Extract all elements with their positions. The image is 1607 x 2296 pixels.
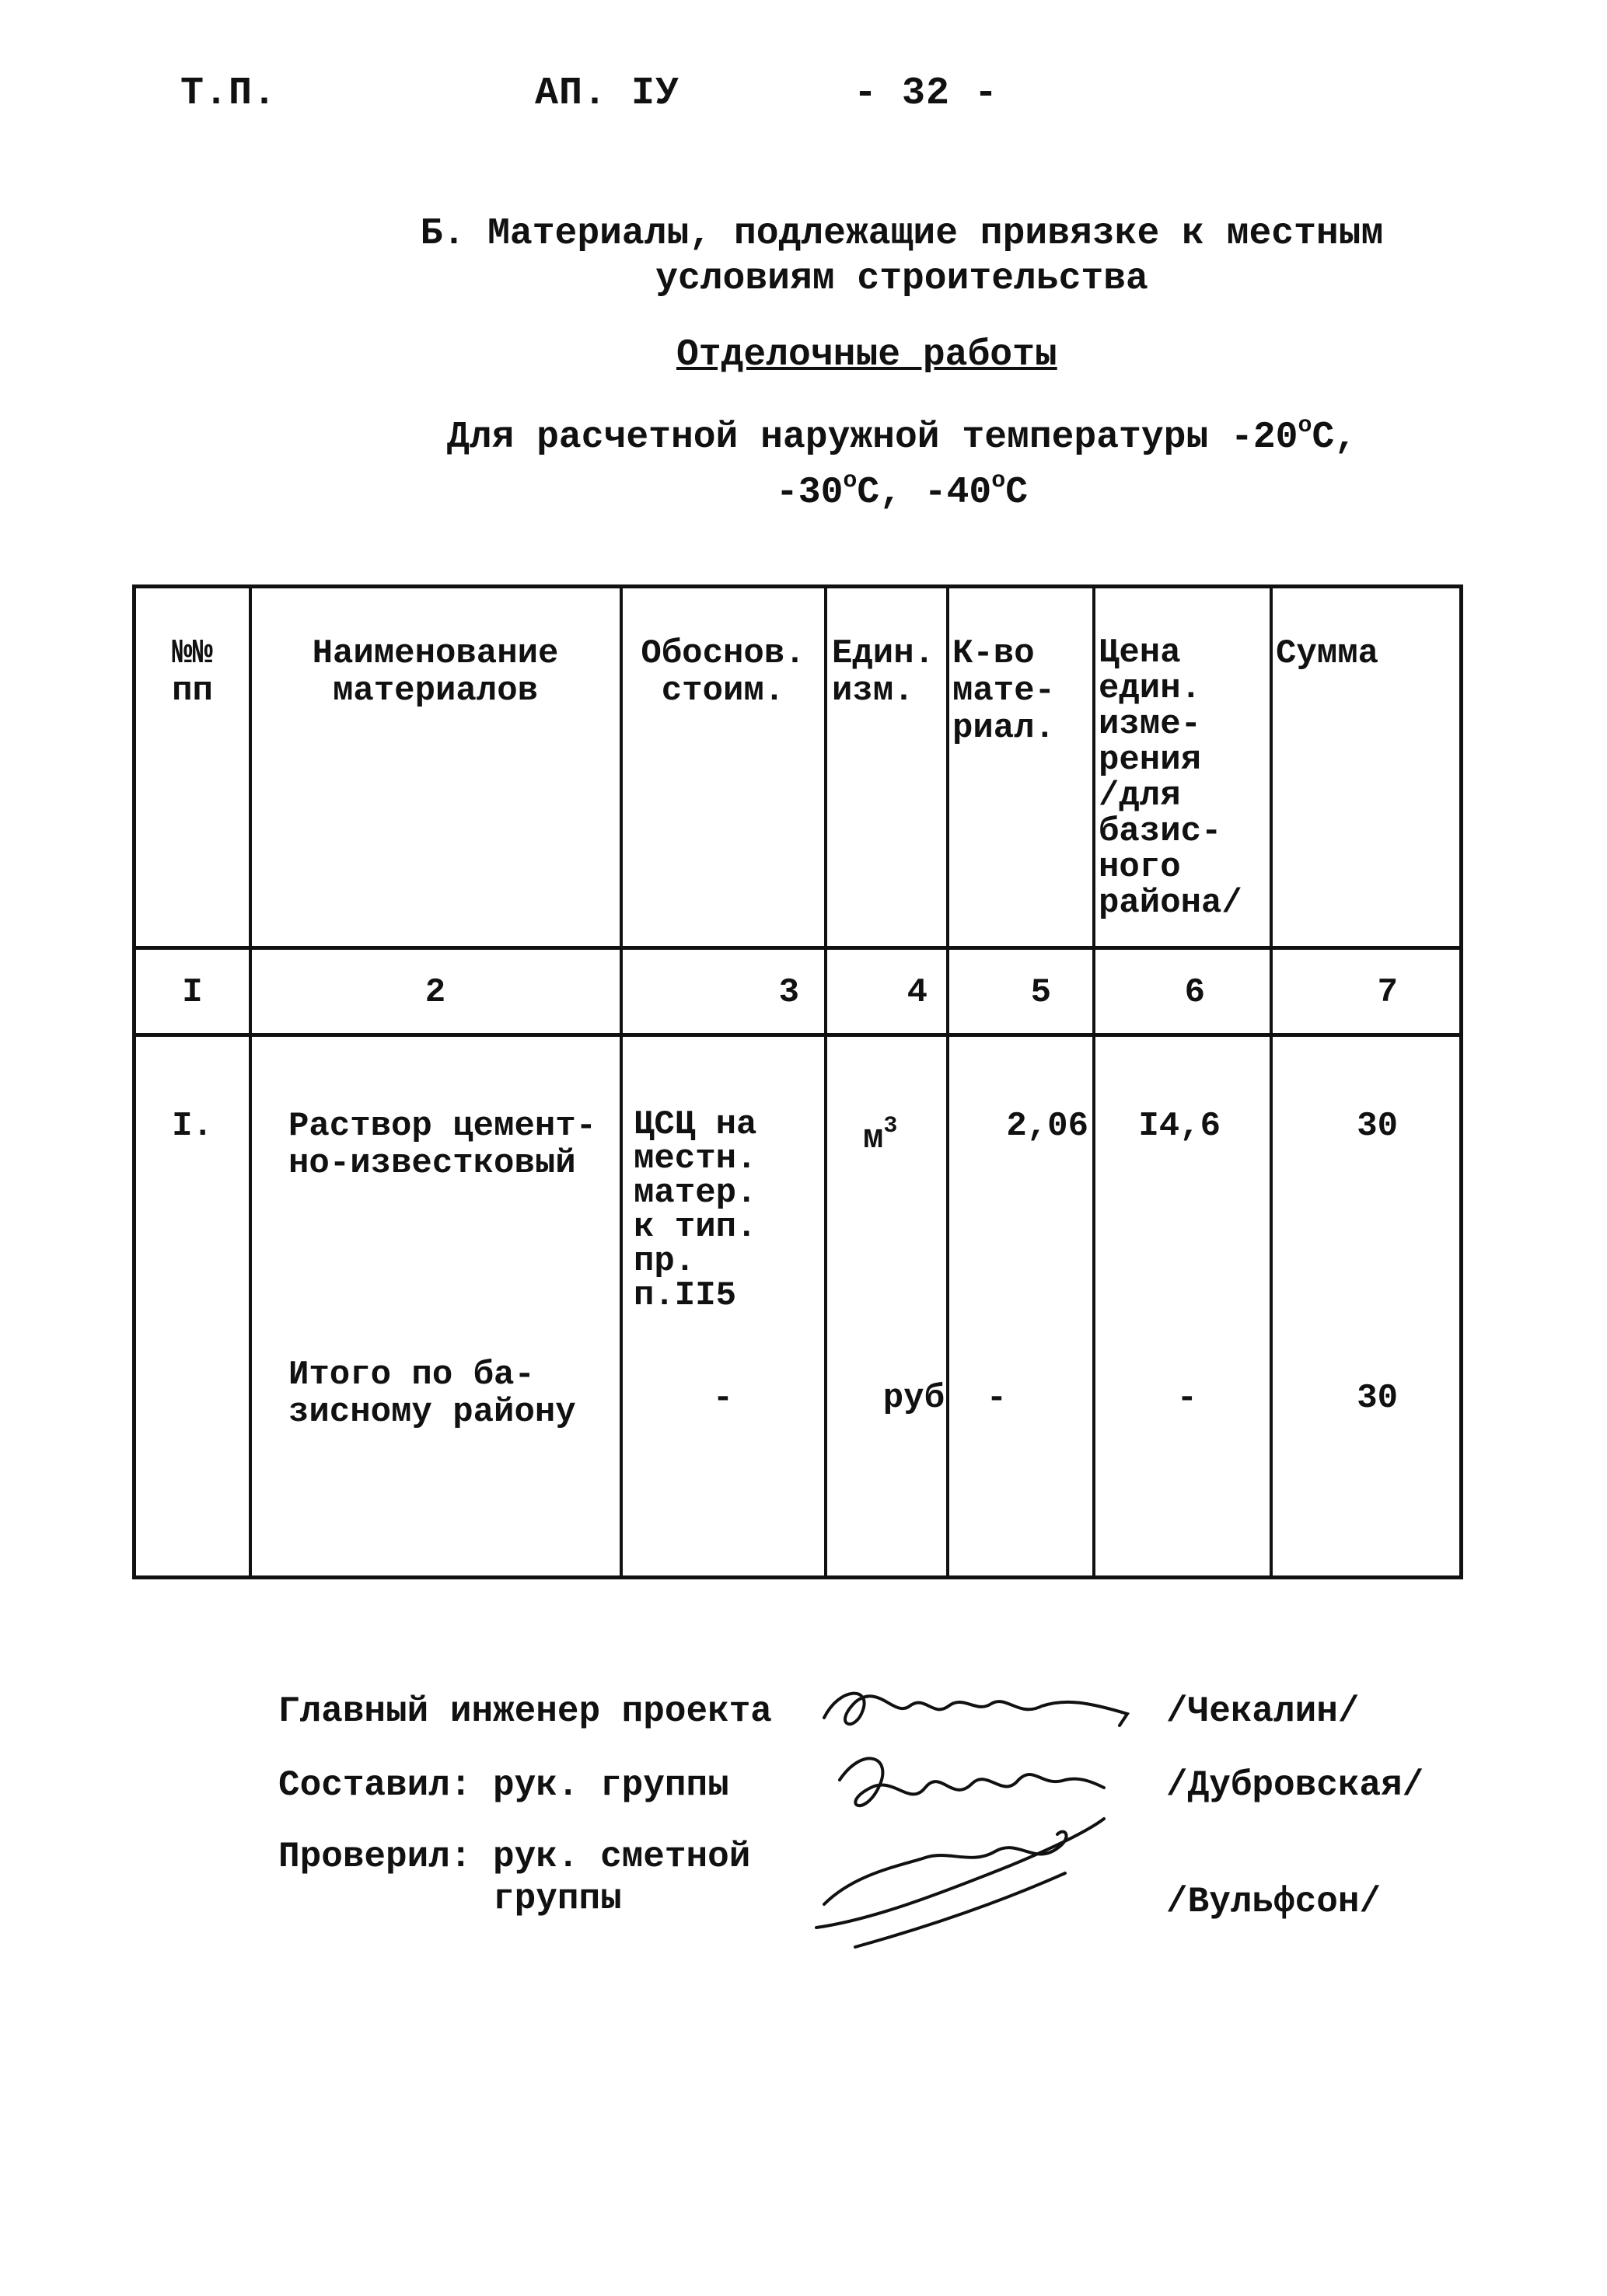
header-unit: Един. изм.: [832, 634, 935, 710]
row1-unit-sup: 3: [883, 1113, 898, 1139]
degree-mark: о: [991, 468, 1006, 494]
signature-stroke-checker: [816, 1819, 1104, 1947]
column-divider: [1270, 588, 1273, 1575]
row1-unit-text: м: [863, 1119, 884, 1158]
signature-stroke-chief-engineer: [824, 1694, 1127, 1725]
row1-sum: 30: [1357, 1107, 1398, 1146]
header-name: Наименование материалов: [312, 634, 559, 710]
signature-name-3: /Вульфсон/: [1166, 1882, 1382, 1922]
temperature-line2-c: С: [1005, 472, 1029, 514]
row1-price: I4,6: [1138, 1107, 1221, 1146]
total-price: -: [1176, 1379, 1197, 1418]
signature-role-3: Проверил: рук. сметной группы: [278, 1837, 751, 1919]
col-number-1: I: [182, 973, 203, 1012]
signature-stroke-compiler: [840, 1758, 1104, 1806]
degree-mark: о: [843, 468, 858, 494]
header-basis: Обоснов. стоим.: [641, 634, 805, 710]
row1-qty: 2,06: [1006, 1107, 1088, 1146]
total-basis: -: [712, 1379, 734, 1418]
row1-basis: ЦСЦ на местн. матер. к тип. пр. п.II5: [634, 1105, 757, 1315]
total-qty: -: [986, 1379, 1008, 1418]
row-divider: [136, 946, 1459, 950]
row-divider: [136, 1033, 1459, 1037]
row1-unit: [863, 1108, 941, 1157]
section-title-line2: условиям строительства: [655, 258, 1148, 300]
temperature-line1-suffix: С,: [1312, 417, 1357, 459]
page-number: - 32 -: [854, 72, 999, 116]
header-num: №№ пп: [172, 634, 213, 710]
materials-table: [132, 584, 1463, 1579]
header-price: Цена един. изме- рения /для базис- ного района/: [1099, 633, 1242, 923]
row1-num: I.: [172, 1107, 213, 1146]
col-number-4: 4: [907, 973, 928, 1012]
column-divider: [824, 588, 827, 1575]
column-divider: [620, 588, 623, 1575]
row1-name: Раствор цемент- но-известковый: [288, 1107, 597, 1183]
col-number-3: 3: [778, 973, 799, 1012]
section-title: [327, 211, 1477, 302]
col-number-7: 7: [1377, 973, 1398, 1012]
header-sum: Сумма: [1276, 634, 1379, 673]
col-number-6: 6: [1184, 973, 1205, 1012]
signature-role-1: Главный инженер проекта: [278, 1691, 772, 1732]
temperature-note: [327, 404, 1477, 515]
total-sum: 30: [1357, 1379, 1398, 1418]
temperature-line2-b: С, -40: [857, 472, 992, 514]
album-number: АП. IУ: [535, 72, 680, 116]
signature-role-2: Составил: рук. группы: [278, 1765, 729, 1806]
signature-name-1: /Чекалин/: [1166, 1691, 1360, 1732]
section-title-line1: Б. Материалы, подлежащие привязке к местным: [420, 213, 1384, 255]
column-divider: [1092, 588, 1095, 1575]
doc-code: Т.П.: [180, 72, 278, 116]
col-number-5: 5: [1030, 973, 1051, 1012]
temperature-line1: Для расчетной наружной температуры -20: [446, 417, 1298, 459]
handwritten-signatures: [809, 1671, 1151, 1966]
total-label: Итого по ба- зисному району: [288, 1356, 576, 1432]
subtitle: Отделочные работы: [676, 334, 1057, 376]
header-qty: К-во мате- риал.: [952, 634, 1056, 748]
col-number-2: 2: [424, 973, 446, 1012]
column-divider: [249, 588, 252, 1575]
signature-name-2: /Дубровская/: [1166, 1765, 1424, 1806]
temperature-line2-a: -30: [775, 472, 844, 514]
column-divider: [946, 588, 949, 1575]
degree-mark: о: [1298, 413, 1312, 439]
total-unit: руб: [882, 1379, 945, 1418]
